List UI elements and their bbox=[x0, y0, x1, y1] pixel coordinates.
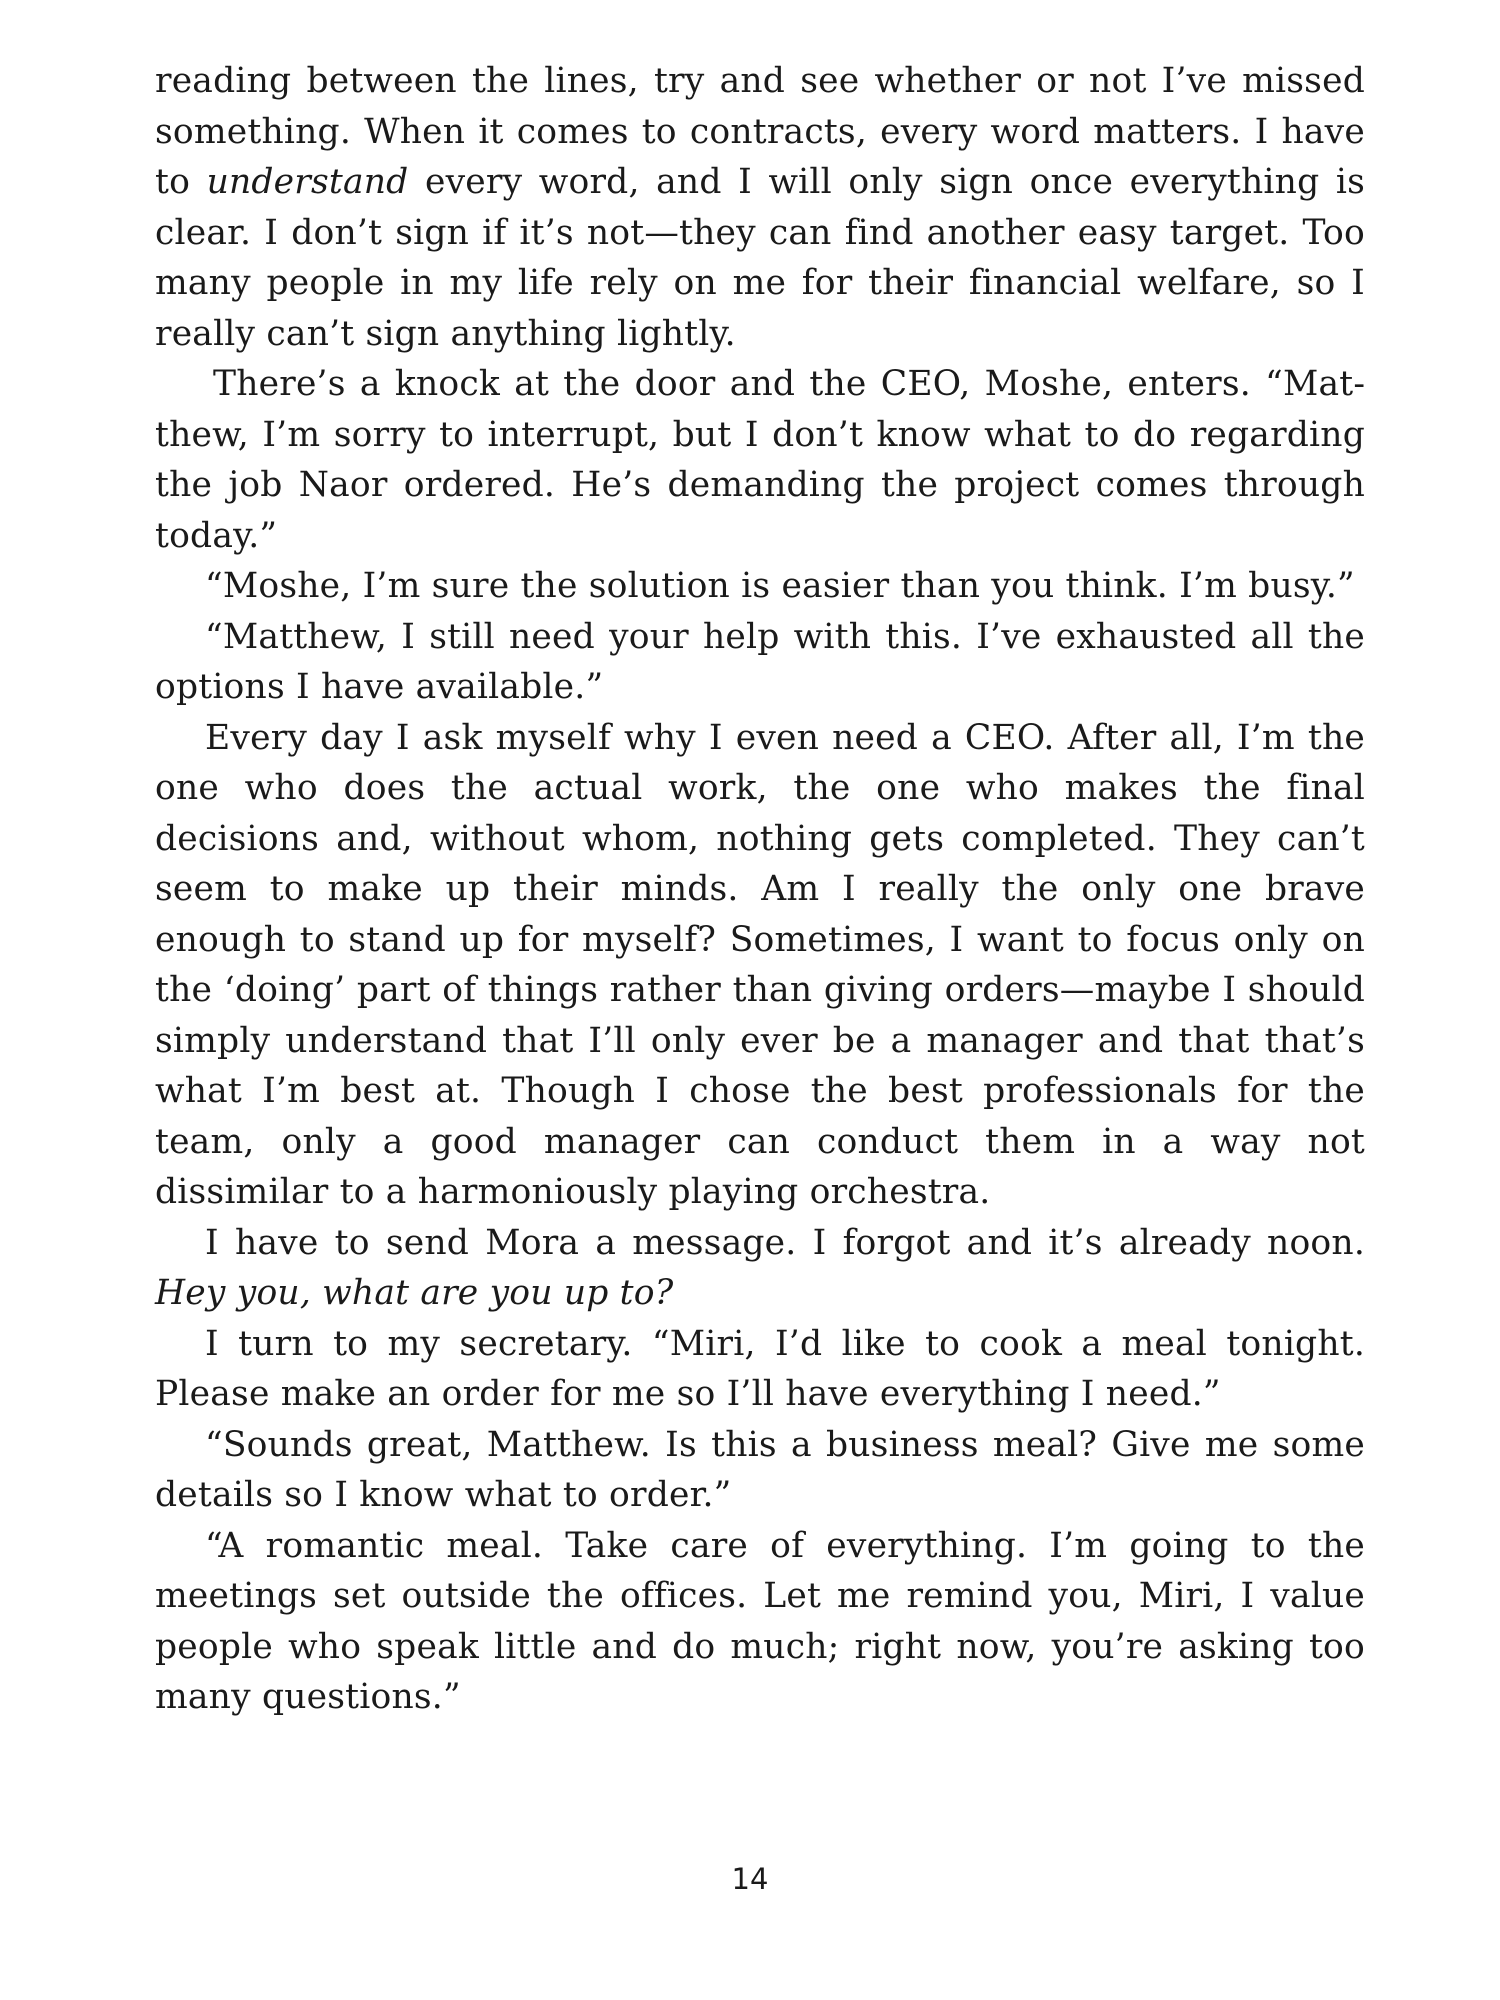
paragraph-ceo-reflection: Every day I ask myself why I even need a CEO. After all, I’m the one who does the actual work, the one who makes the final decisions and, without whom, nothing gets completed. They can’t seem to make up their minds. Am I really the only one brave enough to stand up for myself? Sometimes, I want to focus only on the ‘doing’ part of things rather than giving orders—maybe I should simply understand that I’ll only ever be a manager and that that’s what I’m best at. Though I chose the best professionals for the team, only a good manager can conduct them in a way not dissimilar to a harmoniously playing orchestra. bbox=[155, 717, 1365, 1212]
paragraph-romantic-meal: “A romantic meal. Take care of everything. I’m going to the meetings set outside the offices. Let me remind you, Miri, I value people who speak little and do much; right now, you’re asking too many questions.” bbox=[155, 1525, 1365, 1717]
message-text: Hey you, what are you up to? bbox=[155, 1273, 674, 1313]
paragraph-moshe-reply: “Moshe, I’m sure the solution is easier than you think. I’m busy.” bbox=[205, 566, 1355, 606]
paragraph-knock: There’s a knock at the door and the CEO, Moshe, enters. “Matthew, I’m sorry to interrupt, but I don’t know what to do regarding the job Naor ordered. He’s demanding the project comes through today.” bbox=[155, 364, 1365, 556]
paragraph-miri-reply: “Sounds great, Matthew. Is this a business meal? Give me some details so I know what to order.” bbox=[155, 1424, 1365, 1515]
paragraph-secretary: I turn to my secretary. “Miri, I’d like to cook a meal tonight. Please make an order for me so I’ll have everything I need.” bbox=[155, 1323, 1365, 1414]
paragraph-contracts bbox=[155, 56, 1365, 359]
page-number: 14 bbox=[731, 1862, 769, 1896]
text-segment: every word, and I will only sign once everything is clear. I don’t sign if it’s not—they can find another easy target. Too many people in my life rely on me for their financial welfare, so I really can’t sign anything lightly. bbox=[155, 162, 1366, 354]
paragraph-mora-message bbox=[155, 1218, 1365, 1319]
page-body bbox=[155, 56, 1365, 1723]
text-segment: I have to send Mora a message. I forgot and it’s already noon. bbox=[205, 1222, 1365, 1263]
paragraph-matthew-help: “Matthew, I still need your help with this. I’ve exhausted all the options I have available.” bbox=[155, 616, 1365, 707]
text-segment: reading between the lines, try and see whether or not I’ve missed something. When it comes to contracts, every word matters. I have to bbox=[155, 61, 1365, 202]
emphasis-understand: understand bbox=[206, 162, 409, 202]
